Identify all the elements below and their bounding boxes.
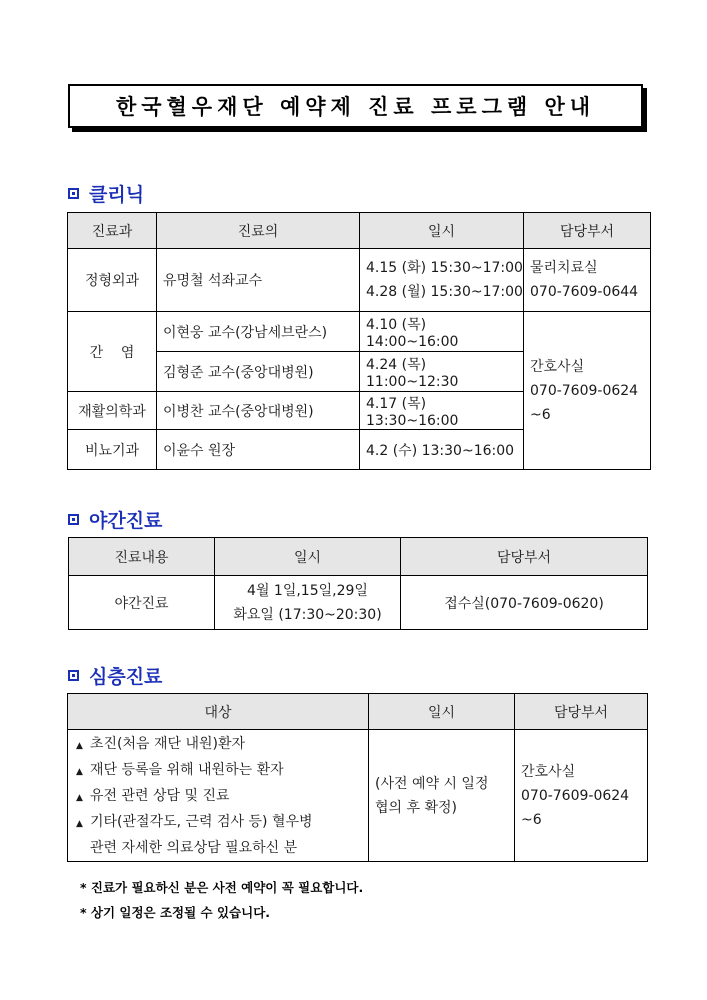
night-table <box>68 537 648 630</box>
deep-heading-label: 심층진료 <box>89 666 163 688</box>
date-cell <box>369 730 515 862</box>
date-line: (사전 예약 시 일정 <box>375 775 489 792</box>
note-reservation: * 진료가 필요하신 분은 사전 예약이 꼭 필요합니다. <box>80 880 364 895</box>
header-cell: 진료내용 <box>69 538 215 576</box>
square-bullet-icon <box>68 188 79 199</box>
deep-table <box>67 693 648 862</box>
doctor-cell: 이윤수 원장 <box>157 430 360 470</box>
doctor-cell: 이병찬 교수(중앙대병원) <box>157 392 360 430</box>
target-list <box>76 732 362 860</box>
doctor-cell: 이현웅 교수(강남세브란스) <box>157 312 360 352</box>
date-cell <box>215 576 401 630</box>
office-cell <box>515 730 648 862</box>
list-item: ▲ 재단 등록을 위해 내원하는 환자 <box>76 758 362 784</box>
date-line: 4.15 (화) 15:30~17:00 <box>366 260 523 276</box>
office-name: 간호사실 <box>530 358 585 375</box>
list-item: ▲ 기타(관절각도, 근력 검사 등) 혈우병 <box>76 810 362 836</box>
list-item: ▲ 초진(처음 재단 내원)환자 <box>76 732 362 758</box>
page-title: 한국혈우재단 예약제 진료 프로그램 안내 <box>115 95 596 119</box>
list-item-continuation: 관련 자세한 의료상담 필요하신 분 <box>90 839 298 856</box>
table-row <box>69 576 648 630</box>
office-phone: 070-7609-0624 <box>530 382 639 399</box>
date-cell: 4.17 (목) 13:30~16:00 <box>360 392 524 430</box>
night-section-heading <box>68 506 162 533</box>
square-bullet-icon <box>68 514 79 525</box>
office-phone: 070-7609-0644 <box>530 284 639 300</box>
clinic-section-heading <box>68 180 144 207</box>
office-phone: 070-7609-0624 <box>521 787 630 804</box>
office-cell: 접수실(070-7609-0620) <box>401 576 648 630</box>
office-cell <box>524 249 651 312</box>
header-cell: 일시 <box>369 694 515 730</box>
dept-cell: 재활의학과 <box>68 392 157 430</box>
clinic-table <box>67 212 651 470</box>
office-cell <box>524 312 651 470</box>
office-name: 간호사실 <box>521 763 576 780</box>
header-cell: 진료과 <box>68 213 157 249</box>
dept-cell: 간 염 <box>68 312 157 392</box>
deep-header-row <box>68 694 648 730</box>
table-row <box>68 730 648 862</box>
dept-cell: 정형외과 <box>68 249 157 312</box>
date-line: 화요일 (17:30~20:30) <box>233 606 382 623</box>
targets-cell <box>68 730 369 862</box>
doctor-cell: 김형준 교수(중앙대병원) <box>157 352 360 392</box>
night-header-row <box>69 538 648 576</box>
triangle-bullet-icon: ▲ <box>76 818 83 829</box>
date-line: 4.28 (월) 15:30~17:00 <box>366 284 523 300</box>
list-item: ▲ 유전 관련 상담 및 진료 <box>76 784 362 810</box>
header-cell: 담당부서 <box>401 538 648 576</box>
header-cell: 진료의 <box>157 213 360 249</box>
table-row <box>68 249 651 312</box>
deep-section-heading <box>68 662 162 689</box>
triangle-bullet-icon: ▲ <box>76 792 83 803</box>
clinic-heading-label: 클리닉 <box>89 184 145 206</box>
date-cell: 4.2 (수) 13:30~16:00 <box>360 430 524 470</box>
content-cell: 야간진료 <box>69 576 215 630</box>
header-cell: 일시 <box>215 538 401 576</box>
triangle-bullet-icon: ▲ <box>76 740 83 751</box>
date-cell: 4.24 (목) 11:00~12:30 <box>360 352 524 392</box>
header-cell: 일시 <box>360 213 524 249</box>
date-cell: 4.10 (목) 14:00~16:00 <box>360 312 524 352</box>
date-line: 협의 후 확정) <box>375 799 457 816</box>
header-cell: 담당부서 <box>524 213 651 249</box>
triangle-bullet-icon: ▲ <box>76 766 83 777</box>
page-title-box <box>68 84 643 128</box>
clinic-header-row <box>68 213 651 249</box>
date-cell <box>360 249 524 312</box>
office-phone-ext: ~6 <box>521 811 542 828</box>
doctor-cell: 유명철 석좌교수 <box>157 249 360 312</box>
header-cell: 담당부서 <box>515 694 648 730</box>
table-row <box>68 312 651 352</box>
dept-cell: 비뇨기과 <box>68 430 157 470</box>
night-heading-label: 야간진료 <box>89 510 163 532</box>
header-cell: 대상 <box>68 694 369 730</box>
office-name: 물리치료실 <box>530 260 598 276</box>
note-schedule: * 상기 일정은 조정될 수 있습니다. <box>80 905 271 920</box>
date-line: 4월 1일,15일,29일 <box>247 582 368 599</box>
square-bullet-icon <box>68 670 79 681</box>
office-phone-ext: ~6 <box>530 406 551 423</box>
